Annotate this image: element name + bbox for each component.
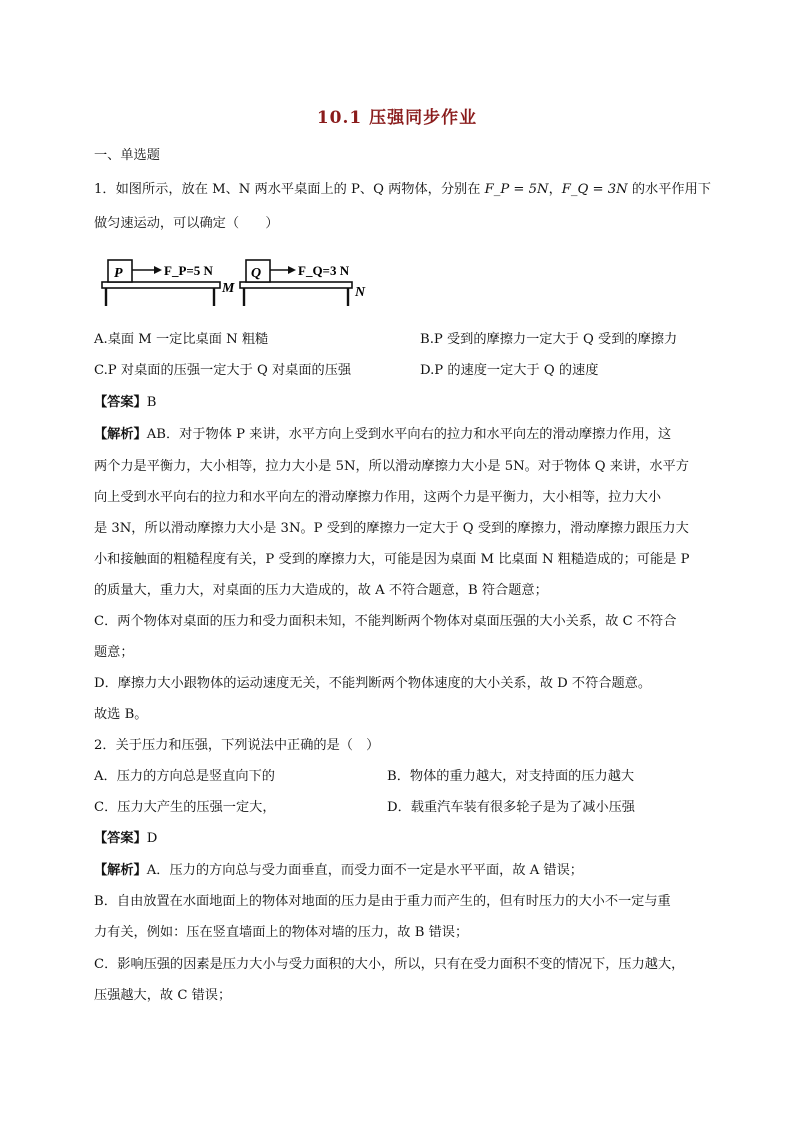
q2-analysis-tag: 【解析】 [94,863,147,878]
q1-force-q-formula: F_Q = 3N [561,182,628,197]
arrow-p-icon [154,266,162,274]
q1-analysis-line1 [94,425,671,445]
q1-stem-part-c: 的水平作用下 [627,182,711,197]
q2-analysis-text1: A．压力的方向总与受力面垂直，而受力面不一定是水平平面，故 A 错误； [146,863,583,878]
arrow-q-icon [288,266,296,274]
q1-option-b: B.P 受到的摩擦力一定大于 Q 受到的摩擦力 [420,332,678,347]
q1-analysis-line9: D．摩擦力大小跟物体的运动速度无关，不能判断两个物体速度的大小关系，故 D 不符合题意。 [94,676,652,691]
q1-analysis-line10: 故选 B。 [94,707,148,722]
force-p-label: F_P=5 N [164,263,213,278]
q2-stem: 2．关于压力和压强，下列说法中正确的是（ ） [94,738,380,753]
q2-option-c: C．压力大产生的压强一定大， [94,800,276,815]
q1-analysis-line2: 两个力是平衡力，大小相等，拉力大小是 5N，所以滑动摩擦力大小是 5N。对于物体 Q 来讲，水平方 [94,459,689,474]
table-m-label: M [222,281,235,296]
q1-stem-line1 [94,180,711,200]
q1-stem-line2: 做匀速运动，可以确定（ ） [94,216,279,231]
q1-answer-value: B [146,395,157,410]
q2-analysis-line3: 力有关，例如：压在竖直墙面上的物体对墙的压力，故 B 错误； [94,925,469,940]
q2-analysis-line4: C．影响压强的因素是压力大小与受力面积的大小，所以，只有在受力面积不变的情况下，压力越大， [94,957,685,972]
q1-analysis-line6: 的质量大，重力大，对桌面的压力大造成的，故 A 不符合题意，B 符合题意； [94,583,548,598]
section-heading: 一、单选题 [94,148,160,163]
q1-analysis-line3: 向上受到水平向右的拉力和水平向左的滑动摩擦力作用，这两个力是平衡力，大小相等，拉力大小 [94,490,662,505]
table-n-top [240,282,352,288]
q2-option-d: D．载重汽车装有很多轮子是为了减小压强 [387,800,635,815]
q2-answer [94,829,157,849]
q2-answer-value: D [146,831,158,846]
q2-analysis-line5: 压强越大，故 C 错误； [94,988,232,1003]
block-p-label: P [114,266,123,281]
block-q-label: Q [251,266,262,281]
q1-answer-tag: 【答案】 [94,395,147,410]
q1-figure [100,252,370,310]
q2-analysis-line2: B．自由放置在水面地面上的物体对地面的压力是由于重力而产生的，但有时压力的大小不一定与重 [94,894,671,909]
q1-analysis-line4: 是 3N，所以滑动摩擦力大小是 3N。P 受到的摩擦力一定大于 Q 受到的摩擦力，滑动摩擦力跟压力大 [94,521,689,536]
q2-option-a: A．压力的方向总是竖直向下的 [94,769,275,784]
q2-analysis-line1 [94,861,583,881]
q1-analysis-text1: AB．对于物体 P 来讲，水平方向上受到水平向右的拉力和水平向左的滑动摩擦力作用，这 [146,427,672,442]
q1-stem-part-b: ， [548,182,562,197]
q1-option-a: A.桌面 M 一定比桌面 N 粗糙 [94,332,269,347]
q1-answer [94,393,156,413]
q2-answer-tag: 【答案】 [94,831,147,846]
q1-analysis-tag: 【解析】 [94,427,147,442]
q1-stem-part-a: 1．如图所示，放在 M、N 两水平桌面上的 P、Q 两物体，分别在 [94,182,485,197]
table-n-label: N [355,285,366,300]
q1-force-p-formula: F_P = 5N [484,182,549,197]
q2-option-b: B．物体的重力越大，对支持面的压力越大 [387,769,635,784]
q1-analysis-line8: 题意； [94,645,134,660]
q1-option-c: C.P 对桌面的压强一定大于 Q 对桌面的压强 [94,363,352,378]
q1-analysis-line7: C．两个物体对桌面的压力和受力面积未知，不能判断两个物体对桌面压强的大小关系，故 C 不符合 [94,614,677,629]
q1-analysis-line5: 小和接触面的粗糙程度有关，P 受到的摩擦力大，可能是因为桌面 M 比桌面 N 粗糙造成的；可能是 P [94,552,690,567]
q1-option-d: D.P 的速度一定大于 Q 的速度 [420,363,599,378]
force-q-label: F_Q=3 N [298,263,350,278]
page-title: 10.1 压强同步作业 [316,108,478,128]
table-m-top [102,282,220,288]
